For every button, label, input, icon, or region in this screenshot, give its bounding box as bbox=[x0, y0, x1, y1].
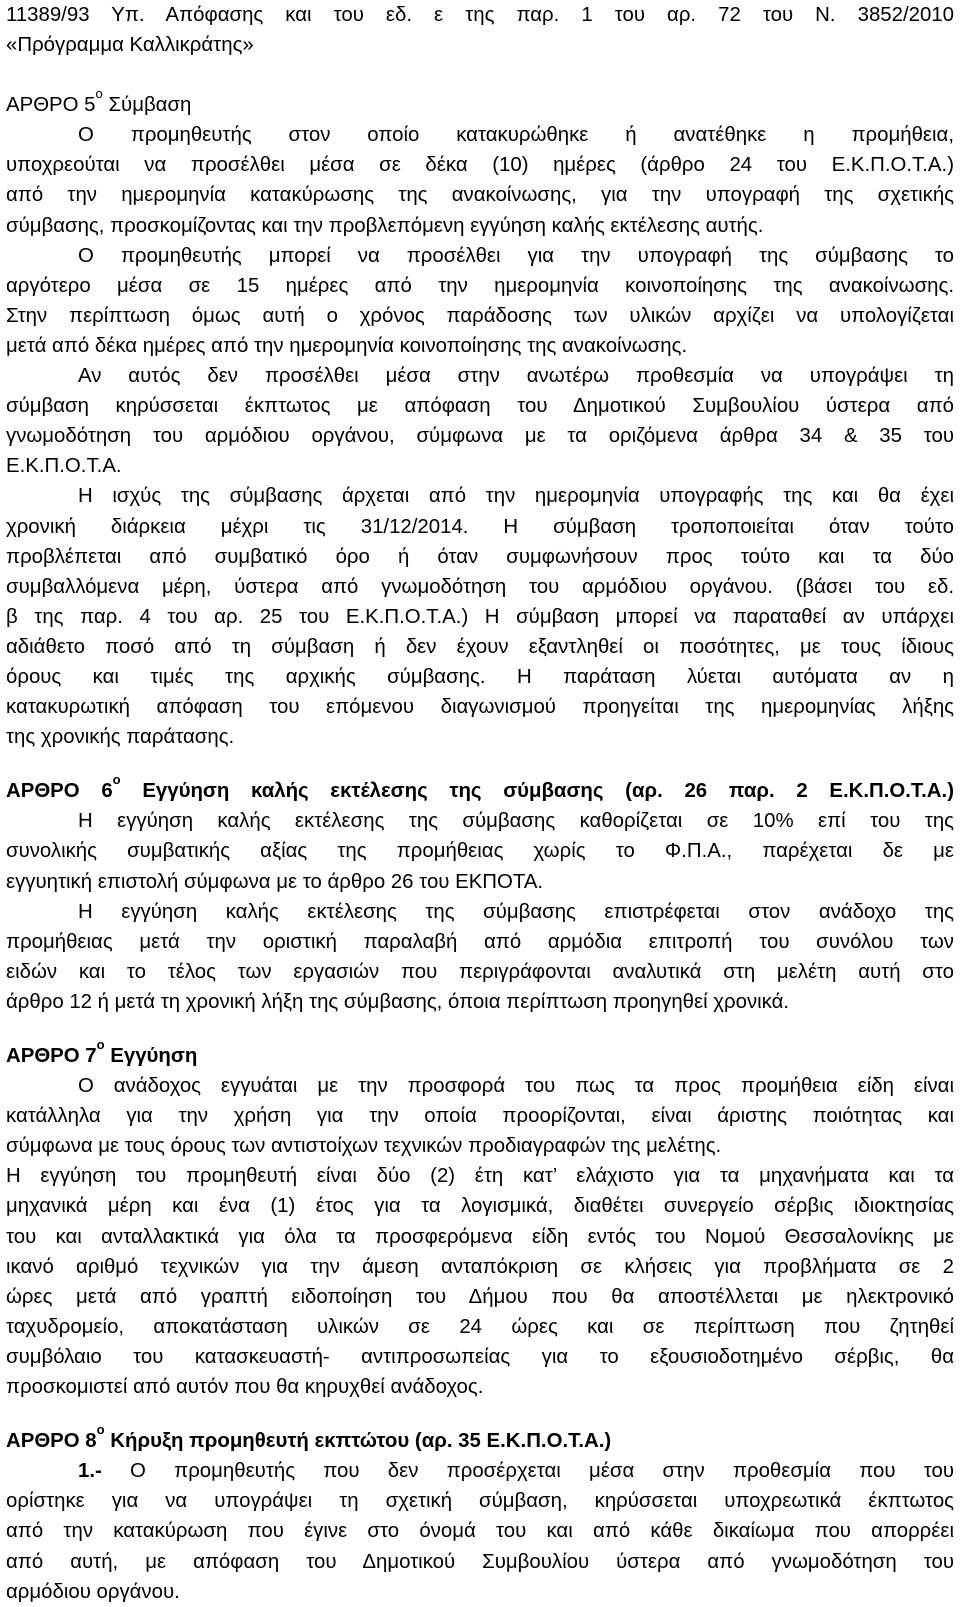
article-8-line: αρμόδιου οργάνου. bbox=[6, 1580, 180, 1603]
article-8-line: 1.- Ο προμηθευτής που δεν προσέρχεται μέσα στην προθεσμία που του bbox=[78, 1460, 954, 1483]
article-6-line: Η εγγύηση καλής εκτέλεσης της σύμβασης καθορίζεται σε 10% επί του της bbox=[78, 810, 954, 833]
article-6-heading: ΑΡΘΡΟ $6^o$ Εγγύηση καλής εκτέλεσης της σύμβασης (αρ. 26 παρ. 2 Ε.Κ.Π.Ο.Τ.Α.) bbox=[6, 776, 954, 803]
header-line-2: «Πρόγραμμα Καλλικράτης» bbox=[6, 34, 254, 57]
article-5-line: υποχρεούται να προσέλθει μέσα σε δέκα (10) ημέρες (άρθρο 24 του Ε.Κ.Π.Ο.Τ.Α.) bbox=[6, 154, 954, 177]
article-7-line: του και ανταλλακτικά για όλα τα προσφερόμενα είδη εντός του Νομού Θεσσαλονίκης με bbox=[6, 1225, 954, 1248]
article-5-line: σύμβαση κηρύσσεται έκπτωτος με απόφαση του Δημοτικού Συμβουλίου ύστερα από bbox=[6, 395, 954, 418]
article-6-line: ειδών και το τέλος των εργασιών που περιγράφονται αναλυτικά στη μελέτη αυτή στο bbox=[6, 960, 954, 983]
article-5-line: όρους και τιμές της αρχικής σύμβασης. Η παράταση λύεται αυτόματα αν η bbox=[6, 665, 954, 688]
article-5-line: Ο προμηθευτής στον οποίο κατακυρώθηκε ή ανατέθηκε η προμήθεια, bbox=[78, 124, 954, 147]
article-5-heading: ΑΡΘΡΟ $5^o$ Σύμβαση bbox=[6, 90, 192, 117]
article-5-line: β της παρ. 4 του αρ. 25 του Ε.Κ.Π.Ο.Τ.Α.) Η σύμβαση μπορεί να παραταθεί αν υπάρχει bbox=[6, 605, 954, 628]
article-5-line: αργότερο μέσα σε 15 ημέρες από την ημερομηνία κοινοποίησης της ανακοίνωσης. bbox=[6, 274, 954, 297]
article-7-line: ώρες μετά από γραπτή ειδοποίηση του Δήμου που θα αποστέλλεται με ηλεκτρονικό bbox=[6, 1285, 954, 1308]
article-6-line: εγγυητική επιστολή σύμφωνα με το άρθρο 26 του ΕΚΠΟΤΑ. bbox=[6, 870, 544, 893]
article-8-line: από την κατακύρωση που έγινε στο όνομά του και από κάθε δικαίωμα που απορρέει bbox=[6, 1520, 954, 1543]
article-6-line: άρθρο 12 ή μετά τη χρονική λήξη της σύμβασης, όποια περίπτωση προηγηθεί χρονικά. bbox=[6, 990, 790, 1013]
article-7-line: προσκομιστεί από αυτόν που θα κηρυχθεί ανάδοχος. bbox=[6, 1376, 484, 1399]
article-5-line: κατακυρωτική απόφαση του επόμενου διαγωνισμού προηγείται της ημερομηνίας λήξης bbox=[6, 696, 954, 719]
article-7-line: συμβόλαιο του κατασκευαστή- αντιπροσωπείας για το εξουσιοδοτημένο σέρβις, θα bbox=[6, 1345, 954, 1368]
article-5-line: χρονική διάρκεια μέχρι τις 31/12/2014. Η σύμβαση τροποποιείται όταν τούτο bbox=[6, 515, 954, 538]
article-5-line: Στην περίπτωση όμως αυτή ο χρόνος παράδοσης των υλικών αρχίζει να υπολογίζεται bbox=[6, 304, 954, 327]
article-8-line: από αυτή, με απόφαση του Δημοτικού Συμβουλίου ύστερα από γνωμοδότηση του bbox=[6, 1550, 954, 1573]
article-7-line: Ο ανάδοχος εγγυάται με την προσφορά του πως τα προς προμήθεια είδη είναι bbox=[78, 1075, 954, 1098]
article-5-line: Η ισχύς της σύμβασης άρχεται από την ημερομηνία υπογραφής της και θα έχει bbox=[78, 485, 954, 508]
article-5-line: αδιάθετο ποσό από τη σύμβαση ή δεν έχουν εξαντληθεί οι ποσότητες, με τους ίδιους bbox=[6, 635, 954, 658]
article-6-line: Η εγγύηση καλής εκτέλεσης της σύμβασης επιστρέφεται στον ανάδοχο της bbox=[78, 900, 954, 923]
article-5-line: Ο προμηθευτής μπορεί να προσέλθει για την υπογραφή της σύμβασης το bbox=[78, 244, 954, 267]
article-5-line: προβλέπεται από συμβατικό όρο ή όταν συμφωνήσουν προς τούτο και τα δύο bbox=[6, 545, 954, 568]
article-5-line: μετά από δέκα ημέρες από την ημερομηνία κοινοποίησης της ανακοίνωσης. bbox=[6, 334, 688, 357]
article-7-line: σύμφωνα με τους όρους των αντιστοίχων τεχνικών προδιαγραφών της μελέτης. bbox=[6, 1135, 722, 1158]
article-5-line: σύμβασης, προσκομίζοντας και την προβλεπόμενη εγγύηση καλής εκτέλεσης αυτής. bbox=[6, 214, 764, 237]
article-7-line: ταχυδρομείο, αποκατάσταση υλικών σε 24 ώρες και σε περίπτωση που ζητηθεί bbox=[6, 1315, 954, 1338]
article-7-line: ικανό αριθμό τεχνικών για την άμεση ανταπόκριση σε κλήσεις για προβλήματα σε 2 bbox=[6, 1255, 954, 1278]
article-7-line: κατάλληλα για την χρήση για την οποία προορίζονται, είναι άριστης ποιότητας και bbox=[6, 1105, 954, 1128]
header-line-1: 11389/93 Υπ. Απόφασης και του εδ. ε της παρ. 1 του αρ. 72 του Ν. 3852/2010 bbox=[6, 4, 954, 26]
article-5-line: συμβαλλόμενα μέρη, ύστερα από γνωμοδότηση του αρμόδιου οργάνου. (βάσει του εδ. bbox=[6, 575, 954, 598]
article-7-line: Η εγγύηση του προμηθευτή είναι δύο (2) έτη κατ’ ελάχιστο για τα μηχανήματα και τα bbox=[6, 1165, 954, 1188]
article-8-heading: ΑΡΘΡΟ $8^o$ Κήρυξη προμηθευτή εκπτώτου (αρ. 35 Ε.Κ.Π.Ο.Τ.Α.) bbox=[6, 1426, 612, 1453]
article-5-line: γνωμοδότηση του αρμόδιου οργάνου, σύμφωνα με τα οριζόμενα άρθρα 34 & 35 του bbox=[6, 425, 954, 448]
article-7-line: μηχανικά μέρη και ένα (1) έτος για τα λογισμικά, διαθέτει συνεργείο σέρβις ιδιοκτησίας bbox=[6, 1195, 954, 1218]
article-5-line: από την ημερομηνία κατακύρωσης της ανακοίνωσης, για την υπογραφή της σχετικής bbox=[6, 184, 954, 207]
article-5-line: Ε.Κ.Π.Ο.Τ.Α. bbox=[6, 455, 122, 478]
article-5-line: της χρονικής παράτασης. bbox=[6, 726, 235, 749]
article-8-line: ορίστηκε για να υπογράψει τη σχετική σύμβαση, κηρύσσεται υποχρεωτικά έκπτωτος bbox=[6, 1490, 954, 1513]
article-8-item-number: 1.- bbox=[78, 1460, 102, 1483]
article-5-line: Αν αυτός δεν προσέλθει μέσα στην ανωτέρω προθεσμία να υπογράψει τη bbox=[78, 365, 954, 388]
article-6-line: συνολικής συμβατικής αξίας της προμήθειας χωρίς το Φ.Π.Α., παρέχεται δε με bbox=[6, 840, 954, 863]
article-6-line: προμήθειας μετά την οριστική παραλαβή από αρμόδια επιτροπή του συνόλου των bbox=[6, 930, 954, 953]
article-7-heading: ΑΡΘΡΟ $7^o$ Εγγύηση bbox=[6, 1041, 198, 1067]
